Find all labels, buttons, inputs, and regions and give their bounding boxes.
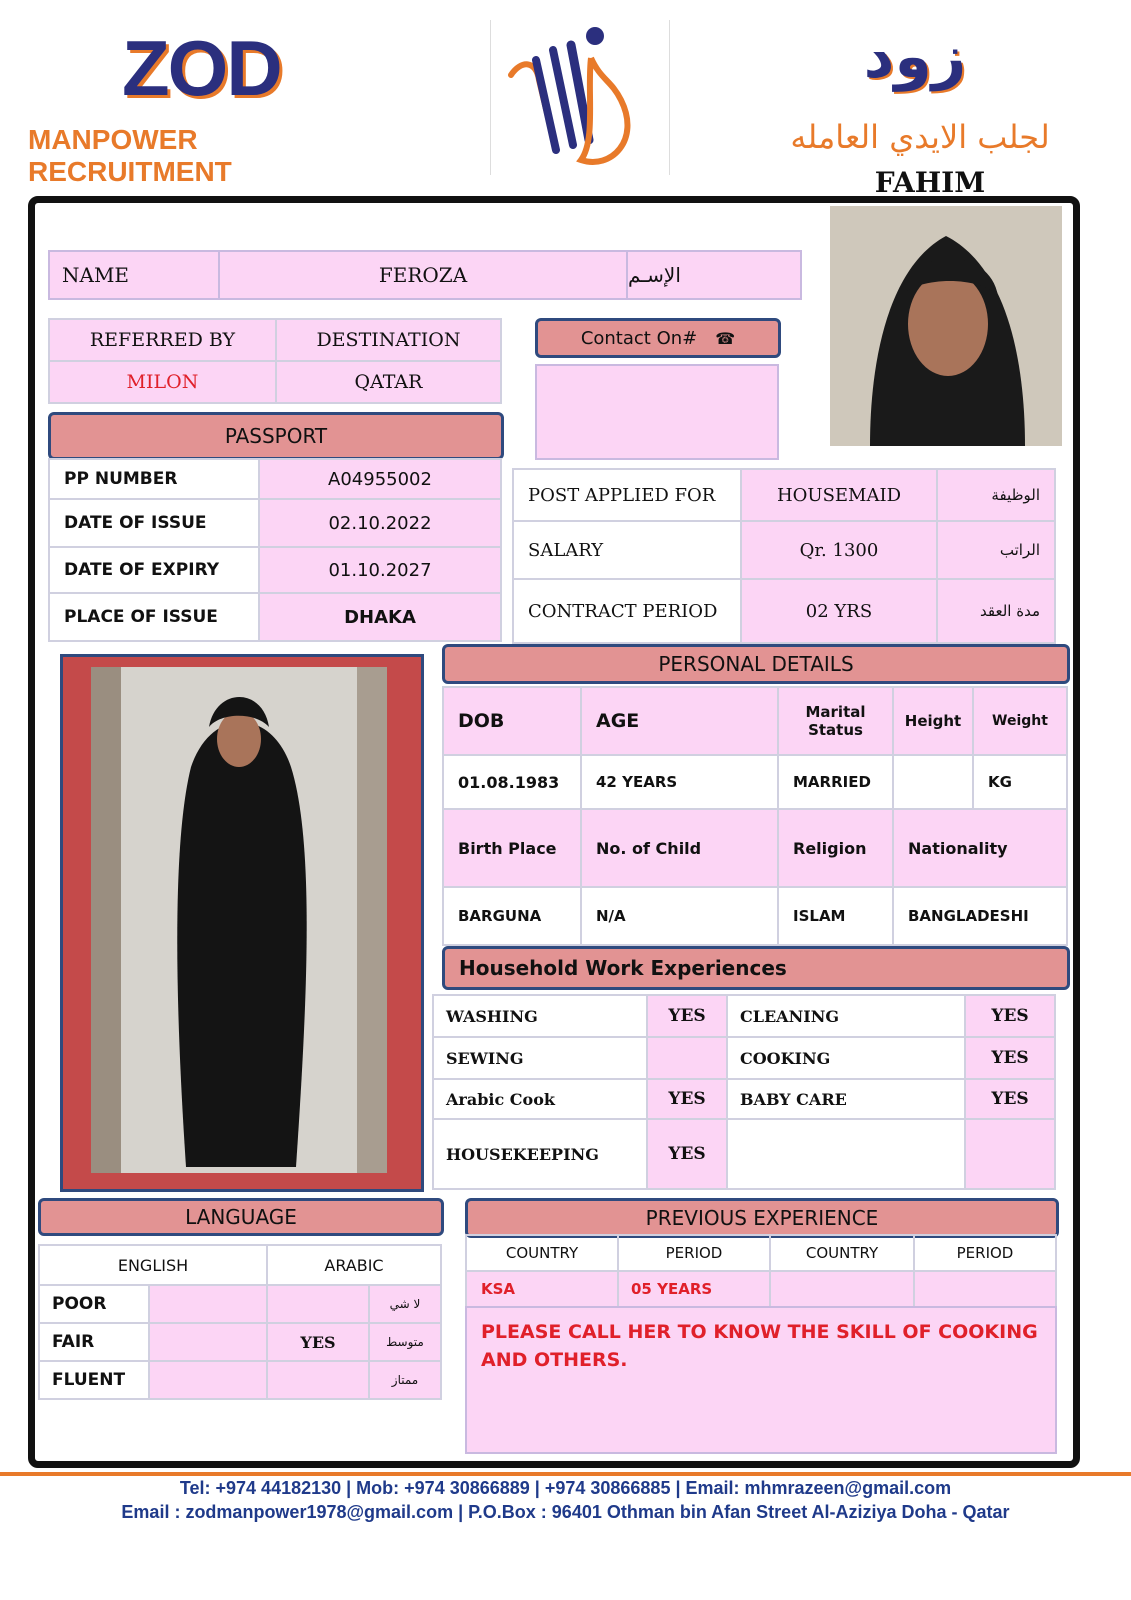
footer-contact-line-2: Email : zodmanpower1978@gmail.com | P.O.Box : 96401 Othman bin Afan Street Al-Aziziya Doha - Qatar xyxy=(121,1502,1010,1522)
contract-period-arabic: مدة العقد xyxy=(937,579,1055,643)
height-value xyxy=(893,755,973,809)
country-header-2: COUNTRY xyxy=(770,1235,914,1271)
religion-label: Religion xyxy=(778,809,893,887)
date-of-expiry-label: DATE OF EXPIRY xyxy=(49,547,259,593)
age-label: AGE xyxy=(581,687,778,755)
pp-number-label: PP NUMBER xyxy=(49,459,259,499)
country-2-value xyxy=(770,1271,914,1307)
empty-skill-label xyxy=(727,1119,965,1189)
arabic-brand: زود xyxy=(863,22,967,92)
children-label: No. of Child xyxy=(581,809,778,887)
contact-value-box xyxy=(535,364,779,460)
post-applied-value: HOUSEMAID xyxy=(741,469,937,521)
name-value: FEROZA xyxy=(220,250,628,300)
period-2-value xyxy=(914,1271,1056,1307)
sewing-label: SEWING xyxy=(433,1037,647,1079)
period-header-2: PERIOD xyxy=(914,1235,1056,1271)
birthplace-label: Birth Place xyxy=(443,809,581,887)
contact-label: Contact On# xyxy=(580,327,698,349)
marital-value: MARRIED xyxy=(778,755,893,809)
personal-details-header: PERSONAL DETAILS xyxy=(442,644,1070,684)
date-of-issue-value: 02.10.2022 xyxy=(259,499,501,547)
company-logo-icon xyxy=(490,20,670,175)
brand-subtitle: MANPOWER RECRUITMENT xyxy=(28,124,232,187)
fair-english xyxy=(149,1323,267,1361)
post-applied-arabic: الوظيفة xyxy=(937,469,1055,521)
contract-period-value: 02 YRS xyxy=(741,579,937,643)
empty-skill-value xyxy=(965,1119,1055,1189)
nationality-value: BANGLADESHI xyxy=(893,887,1067,945)
dob-label: DOB xyxy=(443,687,581,755)
referred-by-value: MILON xyxy=(49,361,276,403)
poor-label: POOR xyxy=(39,1285,149,1323)
cleaning-label: CLEANING xyxy=(727,995,965,1037)
english-header: ENGLISH xyxy=(39,1245,267,1285)
washing-label: WASHING xyxy=(433,995,647,1037)
experience-note: PLEASE CALL HER TO KNOW THE SKILL OF COOKING AND OTHERS. xyxy=(465,1306,1057,1454)
poor-arabic-label: لا شي xyxy=(369,1285,441,1323)
height-label: Height xyxy=(893,687,973,755)
full-body-photo xyxy=(91,667,387,1173)
country-header-1: COUNTRY xyxy=(466,1235,618,1271)
full-body-photo-frame xyxy=(60,654,424,1192)
fair-arabic: YES xyxy=(267,1323,369,1361)
nationality-label: Nationality xyxy=(893,809,1067,887)
salary-arabic: الراتب xyxy=(937,521,1055,579)
fluent-arabic-label: ممتاز xyxy=(369,1361,441,1399)
personal-details-table xyxy=(442,686,1068,946)
referred-by-label: REFERRED BY xyxy=(49,319,276,361)
fluent-english xyxy=(149,1361,267,1399)
religion-value: ISLAM xyxy=(778,887,893,945)
household-table xyxy=(432,994,1056,1190)
household-header: Household Work Experiences xyxy=(442,946,1070,990)
portrait-photo xyxy=(830,206,1062,446)
baby-care-value: YES xyxy=(965,1079,1055,1119)
brand-logo-text: ZOD xyxy=(122,24,281,112)
fluent-arabic xyxy=(267,1361,369,1399)
footer-contact-line-1: Tel: +974 44182130 | Mob: +974 30866889 | +974 30866885 | Email: mhmrazeen@gmail.com xyxy=(179,1478,952,1498)
date-of-issue-label: DATE OF ISSUE xyxy=(49,499,259,547)
period-header-1: PERIOD xyxy=(618,1235,770,1271)
place-of-issue-label: PLACE OF ISSUE xyxy=(49,593,259,641)
destination-label: DESTINATION xyxy=(276,319,501,361)
cooking-value: YES xyxy=(965,1037,1055,1079)
referral-table xyxy=(48,318,502,404)
language-table xyxy=(38,1244,442,1400)
country-1-value: KSA xyxy=(466,1271,618,1307)
salary-label: SALARY xyxy=(513,521,741,579)
arabic-cook-value: YES xyxy=(647,1079,727,1119)
birthplace-value: BARGUNA xyxy=(443,887,581,945)
passport-header: PASSPORT xyxy=(48,412,504,460)
destination-value: QATAR xyxy=(276,361,501,403)
arabic-cook-label: Arabic Cook xyxy=(433,1079,647,1119)
sewing-value xyxy=(647,1037,727,1079)
passport-table xyxy=(48,458,502,642)
previous-experience-header: PREVIOUS EXPERIENCE xyxy=(465,1198,1059,1238)
place-of-issue-value: DHAKA xyxy=(259,593,501,641)
date-of-expiry-value: 01.10.2027 xyxy=(259,547,501,593)
weight-value: KG xyxy=(973,755,1067,809)
salary-value: Qr. 1300 xyxy=(741,521,937,579)
arabic-header: ARABIC xyxy=(267,1245,441,1285)
fair-arabic-label: متوسط xyxy=(369,1323,441,1361)
contact-header xyxy=(535,318,781,358)
name-label: NAME xyxy=(48,250,220,300)
children-value: N/A xyxy=(581,887,778,945)
poor-arabic xyxy=(267,1285,369,1323)
housekeeping-value: YES xyxy=(647,1119,727,1189)
fluent-label: FLUENT xyxy=(39,1361,149,1399)
housekeeping-label: HOUSEKEEPING xyxy=(433,1119,647,1189)
marital-label: Marital Status xyxy=(778,687,893,755)
pp-number-value: A04955002 xyxy=(259,459,501,499)
agent-name: FAHIM xyxy=(874,166,986,199)
arabic-tagline: لجلب الايدي العامله xyxy=(790,118,1050,156)
name-arabic-label: الإسـم xyxy=(628,263,681,287)
age-value: 42 YEARS xyxy=(581,755,778,809)
post-applied-label: POST APPLIED FOR xyxy=(513,469,741,521)
poor-english xyxy=(149,1285,267,1323)
job-table xyxy=(512,468,1056,644)
previous-experience-table xyxy=(465,1234,1057,1308)
weight-label: Weight xyxy=(973,687,1067,755)
cleaning-value: YES xyxy=(965,995,1055,1037)
dob-value: 01.08.1983 xyxy=(443,755,581,809)
period-1-value: 05 YEARS xyxy=(618,1271,770,1307)
cooking-label: COOKING xyxy=(727,1037,965,1079)
washing-value: YES xyxy=(647,995,727,1037)
footer-divider xyxy=(0,1472,1131,1476)
fair-label: FAIR xyxy=(39,1323,149,1361)
baby-care-label: BABY CARE xyxy=(727,1079,965,1119)
language-header: LANGUAGE xyxy=(38,1198,444,1236)
contract-period-label: CONTRACT PERIOD xyxy=(513,579,741,643)
phone-icon: ☎ xyxy=(715,328,736,348)
